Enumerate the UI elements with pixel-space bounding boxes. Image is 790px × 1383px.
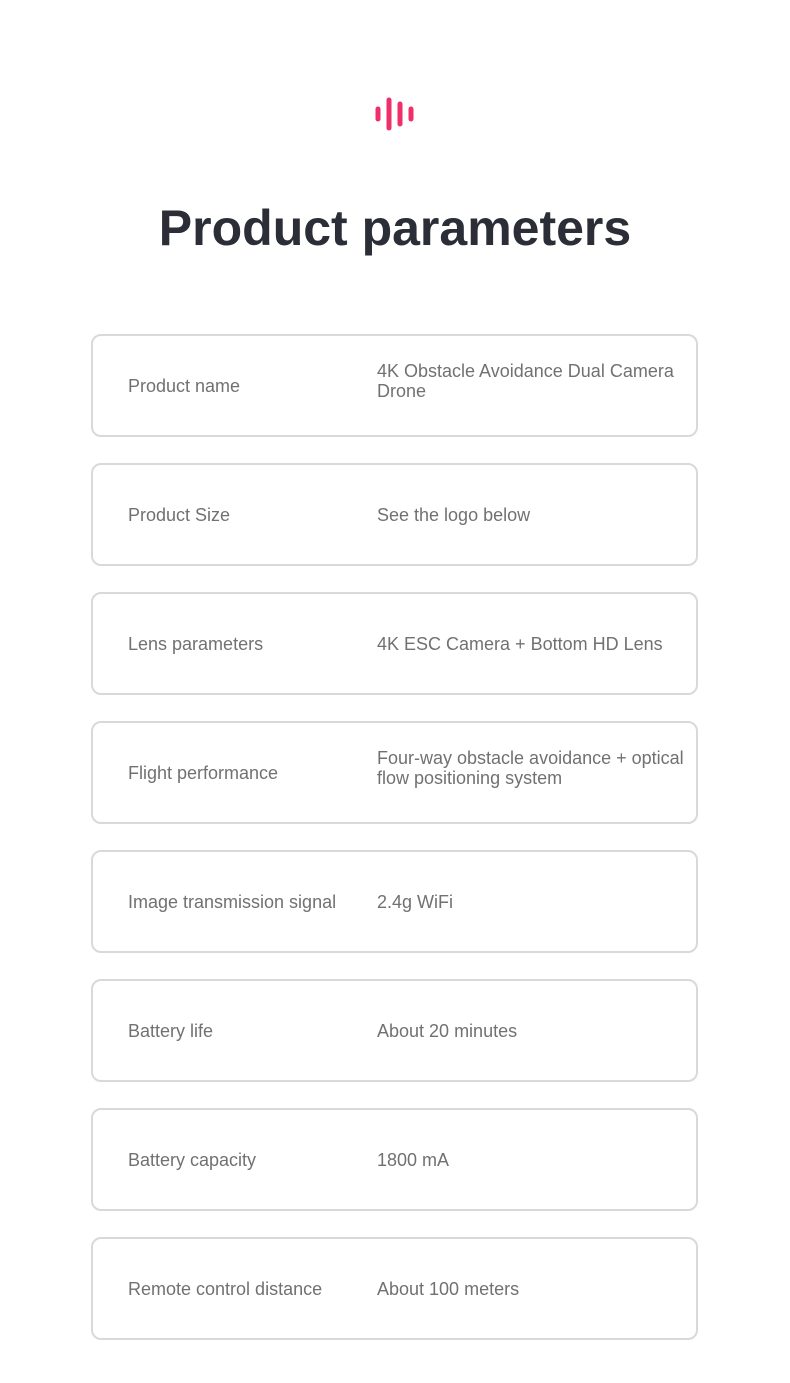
parameter-label: Product Size: [128, 504, 231, 525]
parameter-value: About 20 minutes: [377, 1020, 518, 1041]
parameter-value: About 100 meters: [377, 1278, 520, 1299]
parameter-row-battery-life: [91, 979, 698, 1082]
parameter-value: 1800 mA: [377, 1149, 450, 1170]
parameter-value: See the logo below: [377, 504, 531, 525]
parameter-label: Image transmission signal: [128, 891, 337, 912]
audio-wave-icon: [375, 97, 415, 131]
parameter-label: Flight performance: [128, 762, 279, 783]
parameter-row-product-name: [91, 334, 698, 437]
parameter-value: 2.4g WiFi: [377, 891, 454, 912]
parameter-label: Battery capacity: [128, 1149, 257, 1170]
parameter-label: Product name: [128, 375, 241, 396]
parameter-list: [91, 334, 698, 1340]
parameter-value: 4K ESC Camera + Bottom HD Lens: [377, 633, 663, 654]
page-title: Product parameters: [158, 200, 632, 256]
parameter-row-remote-distance: [91, 1237, 698, 1340]
parameter-row-flight-performance: [91, 721, 698, 824]
parameter-value: 4K Obstacle Avoidance Dual Camera Drone: [377, 360, 674, 401]
parameter-row-image-transmission: [91, 850, 698, 953]
parameter-label: Lens parameters: [128, 633, 264, 654]
parameter-value: Four-way obstacle avoidance + optical flow positioning system: [377, 747, 684, 788]
parameter-label: Remote control distance: [128, 1278, 323, 1299]
parameter-row-battery-capacity: [91, 1108, 698, 1211]
parameter-row-lens-parameters: [91, 592, 698, 695]
parameter-row-product-size: [91, 463, 698, 566]
parameter-label: Battery life: [128, 1020, 214, 1041]
